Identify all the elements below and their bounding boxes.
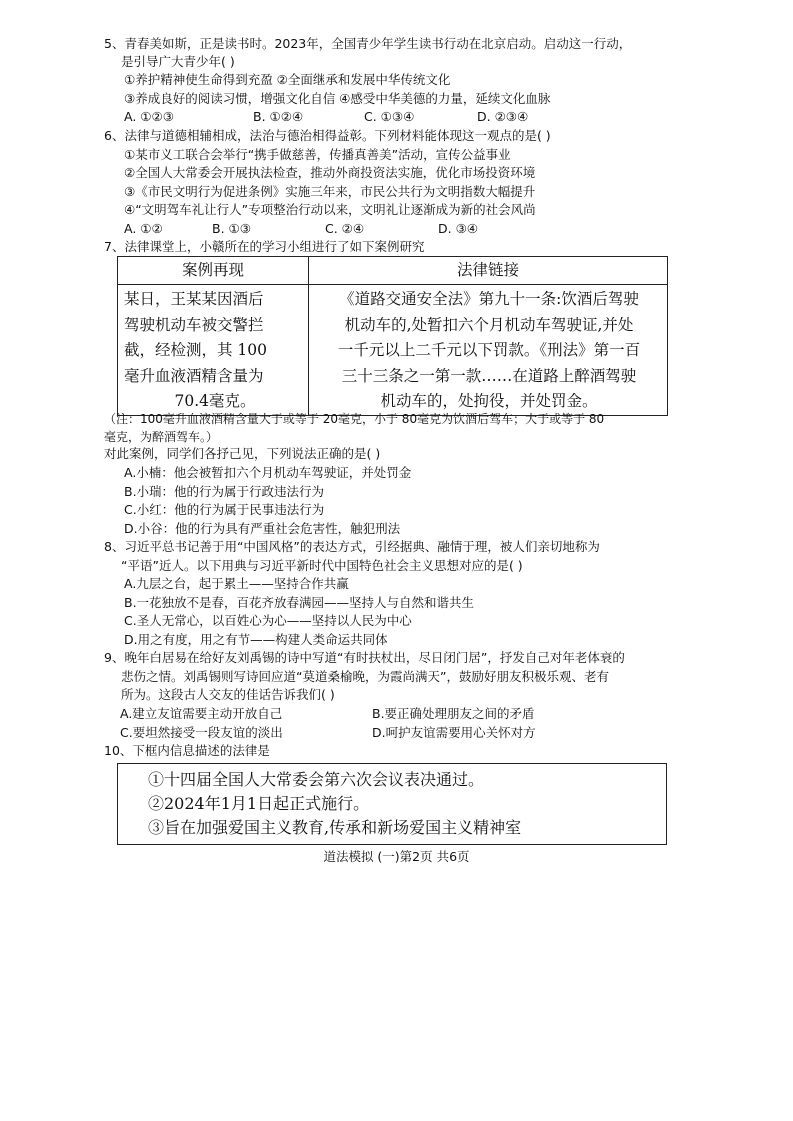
q6-option-c[interactable]: C. ②④ [325,221,365,236]
q7-option-c[interactable]: C.小红：他的行为属于民事违法行为 [124,502,325,517]
q9-stem-line2: 悲伤之情。刘禹锡则写诗回应道“莫道桑榆晚，为霞尚满天”，鼓励好朋友积极乐观、老有 [121,669,609,684]
case-study-table [117,256,668,416]
q8-option-d[interactable]: D.用之有度，用之有节——构建人类命运共同体 [124,632,388,647]
q9-stem-line3: 所为。这段古人交友的佳话告诉我们( ) [121,687,335,702]
q6-stem: 6、法律与道德相辅相成，法治与德治相得益彰。下列材料能体现这一观点的是( ) [104,128,551,143]
q7-option-d[interactable]: D.小谷：他的行为具有严重社会危害性，触犯刑法 [124,521,401,536]
q7-option-a[interactable]: A.小楠：他会被暂扣六个月机动车驾驶证，并处罚金 [124,465,412,480]
q10-info-line-3: ③旨在加强爱国主义教育,传承和新场爱国主义精神室 [148,818,522,837]
q9-option-c[interactable]: C.要坦然接受一段友谊的淡出 [120,725,283,740]
q5-statement-2: ③养成良好的阅读习惯，增强文化自信 ④感受中华美德的力量，延续文化血脉 [124,91,551,106]
case-line: 某日，王某某因酒后 [124,290,264,308]
q5-option-c[interactable]: C. ①③④ [364,109,415,124]
law-line: 三十三条之一第一款……在道路上醉酒驾驶 [341,366,637,385]
law-link-cell [309,285,668,416]
q7-ask: 对此案例，同学们各抒己见，下列说法正确的是( ) [104,446,381,461]
q6-option-b[interactable]: B. ①③ [212,221,251,236]
q10-info-line-1: ①十四届全国人大常委会第六次会议表决通过。 [148,770,485,789]
q5-option-d[interactable]: D. ②③④ [477,109,529,124]
q7-option-b[interactable]: B.小瑞：他的行为属于行政违法行为 [124,484,325,499]
q6-statement-4: ④“文明驾车礼让行人”专项整治行动以来，文明礼让逐渐成为新的社会风尚 [124,202,536,217]
case-line: 驾驶机动车被交警拦 [124,315,264,334]
table-header-law: 法律链接 [309,257,668,285]
case-line: 70.4毫克。 [174,392,256,410]
q8-stem-line1: 8、习近平总书记善于用“中国风格”的表达方式，引经据典、融情于理，被人们亲切地称为 [104,539,600,554]
q7-note-line2: 毫克，为醉酒驾车。） [104,430,219,444]
q10-stem: 10、下框内信息描述的法律是 [104,743,270,758]
q5-stem-line1: 5、青春美如斯，正是读书时。2023年，全国青少年学生读书行动在北京启动。启动这一行动， [104,36,632,51]
case-description-cell [118,285,309,416]
case-line: 毫升血液酒精含量为 [124,366,264,385]
q9-option-b[interactable]: B.要正确处理朋友之间的矛盾 [372,706,535,721]
case-line: 截，经检测，其 100 [124,341,268,359]
q8-option-a[interactable]: A.九层之台，起于累土——坚持合作共赢 [124,576,349,591]
law-line: 一千元以上二千元以下罚款。《刑法》第一百 [337,341,641,359]
q6-option-d[interactable]: D. ③④ [438,221,478,236]
law-line: 机动车的,处暂扣六个月机动车驾驶证,并处 [344,315,634,334]
law-line: 机动车的，处拘役，并处罚金。 [380,392,598,410]
q8-option-b[interactable]: B.一花独放不是春，百花齐放春满园——坚持人与自然和谐共生 [124,595,475,610]
q6-statement-2: ②全国人大常委会开展执法检查，推动外商投资法实施，优化市场投资环境 [124,165,536,180]
table-header-case: 案例再现 [118,257,309,285]
q6-statement-1: ①某市义工联合会举行“携手做慈善，传播真善美”活动，宣传公益事业 [124,147,511,162]
q8-stem-line2: “平语”近人。以下用典与习近平新时代中国特色社会主义思想对应的是( ) [121,558,523,573]
q10-info-line-2: ②2024年1月1日起正式施行。 [148,794,370,813]
q7-note-line1: （注：100毫升血液酒精含量大于或等于 20毫克，小于 80毫克为饮酒后驾车；大于或等于 80 [104,412,605,426]
q9-stem-line1: 9、晚年白居易在给好友刘禹锡的诗中写道“有时扶杖出，尽日闭门居”，抒发自己对年老体衰的 [104,650,625,665]
q6-option-a[interactable]: A. ①② [124,221,163,236]
q10-info-box [117,763,667,845]
q5-option-b[interactable]: B. ①②④ [253,109,304,124]
q6-statement-3: ③《市民文明行为促进条例》实施三年来，市民公共行为文明指数大幅提升 [124,184,536,199]
q9-option-a[interactable]: A.建立友谊需要主动开放自己 [120,706,283,721]
q9-option-d[interactable]: D.呵护友谊需要用心关怀对方 [372,725,536,740]
q8-option-c[interactable]: C.圣人无常心，以百姓心为心——坚持以人民为中心 [124,613,412,628]
q7-stem: 7、法律课堂上，小赣所在的学习小组进行了如下案例研究 [104,239,425,254]
page-footer: 道法模拟 (一)第2页 共6页 [323,849,470,864]
law-line: 《道路交通安全法》第九十一条:饮酒后驾驶 [339,290,639,308]
q5-option-a[interactable]: A. ①②③ [124,109,174,124]
q5-stem-line2: 是引导广大青少年( ) [121,54,235,69]
q5-statement-1: ①养护精神使生命得到充盈 ②全面继承和发展中华传统文化 [124,72,451,87]
